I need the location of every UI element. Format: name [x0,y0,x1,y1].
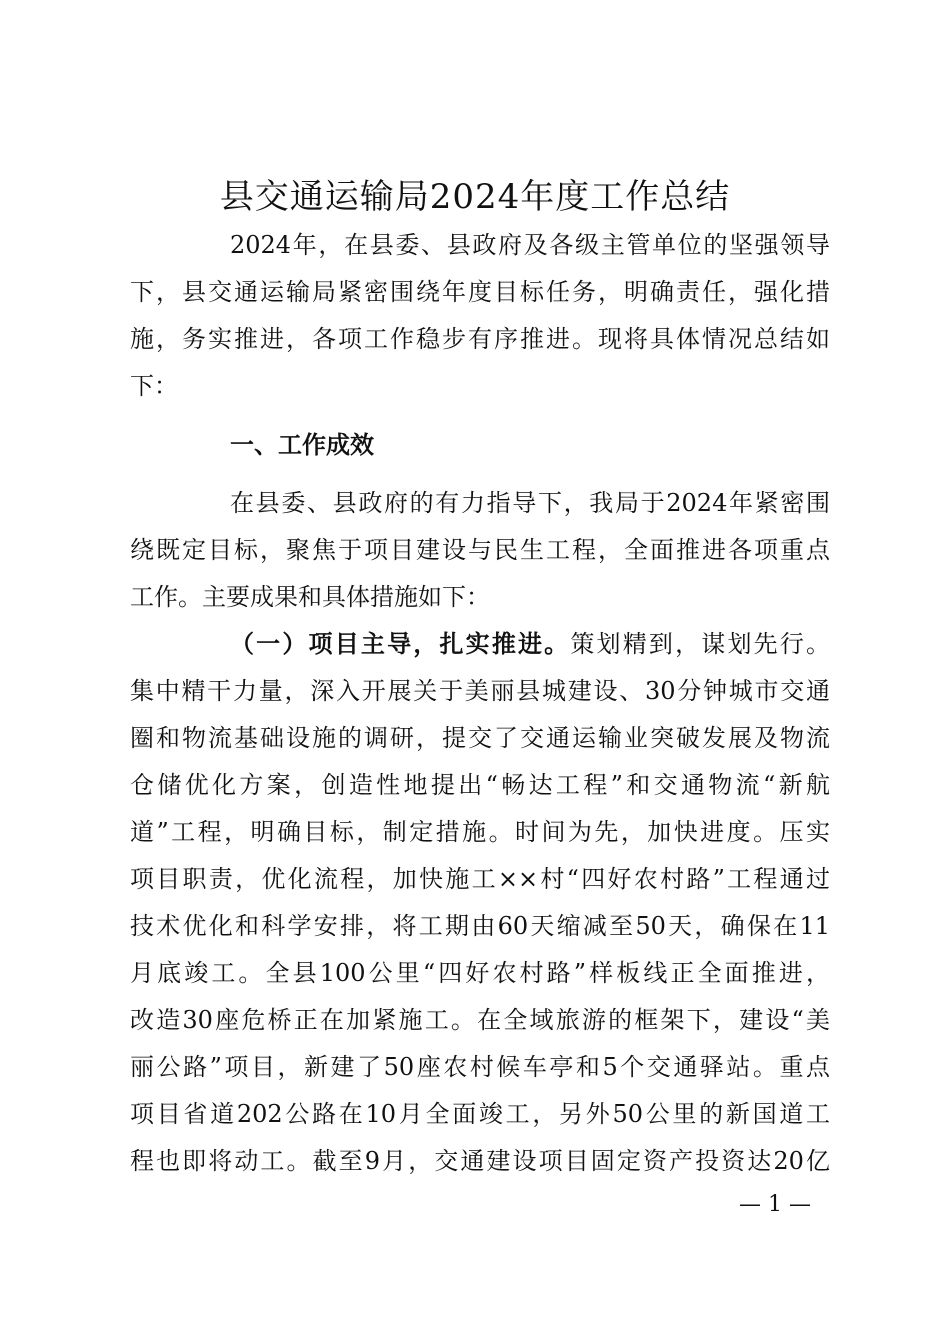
section-heading: 一、工作成效 [230,431,374,459]
subsection-line: 项目省道202公路在10月全面竣工，另外50公里的新国道工 [130,1100,830,1128]
intro-line: 下，县交通运输局紧密围绕年度目标任务，明确责任，强化措 [130,278,830,306]
page-number: — 1 — [739,1192,811,1217]
document-title: 县交通运输局2024年度工作总结 [219,177,731,217]
subsection-line: 丽公路”项目，新建了50座农村候车亭和5个交通驿站。重点 [130,1053,830,1081]
intro-line: 下： [130,372,178,400]
intro-line: 2024年，在县委、县政府及各级主管单位的坚强领导 [230,231,830,259]
section-line: 在县委、县政府的有力指导下，我局于2024年紧密围 [230,489,830,517]
subsection-line: 技术优化和科学安排，将工期由60天缩减至50天，确保在11 [130,912,830,940]
subsection-line: 道”工程，明确目标，制定措施。时间为先，加快进度。压实 [130,818,830,846]
section-line: 绕既定目标，聚焦于项目建设与民生工程，全面推进各项重点 [130,536,830,564]
intro-line: 施，务实推进，各项工作稳步有序推进。现将具体情况总结如 [130,325,830,353]
subsection-line: 项目职责，优化流程，加快施工××村“四好农村路”工程通过 [130,865,830,893]
subsection-line: 程也即将动工。截至9月，交通建设项目固定资产投资达20亿 [130,1147,830,1175]
subsection-line: 月底竣工。全县100公里“四好农村路”样板线正全面推进， [130,959,830,987]
subsection-first-rest: 策划精到，谋划先行。 [570,630,831,658]
subsection-line: 圈和物流基础设施的调研，提交了交通运输业突破发展及物流 [130,724,830,752]
subsection-heading: （一）项目主导，扎实推进。 [230,630,571,658]
subsection-first-line [130,621,830,668]
subsection-line: 仓储优化方案，创造性地提出“畅达工程”和交通物流“新航 [130,771,830,799]
document-body [130,222,830,1185]
section-line: 工作。主要成果和具体措施如下： [130,583,490,611]
subsection-line: 改造30座危桥正在加紧施工。在全域旅游的框架下，建设“美 [130,1006,830,1034]
subsection-line: 集中精干力量，深入开展关于美丽县城建设、30分钟城市交通 [130,677,830,705]
